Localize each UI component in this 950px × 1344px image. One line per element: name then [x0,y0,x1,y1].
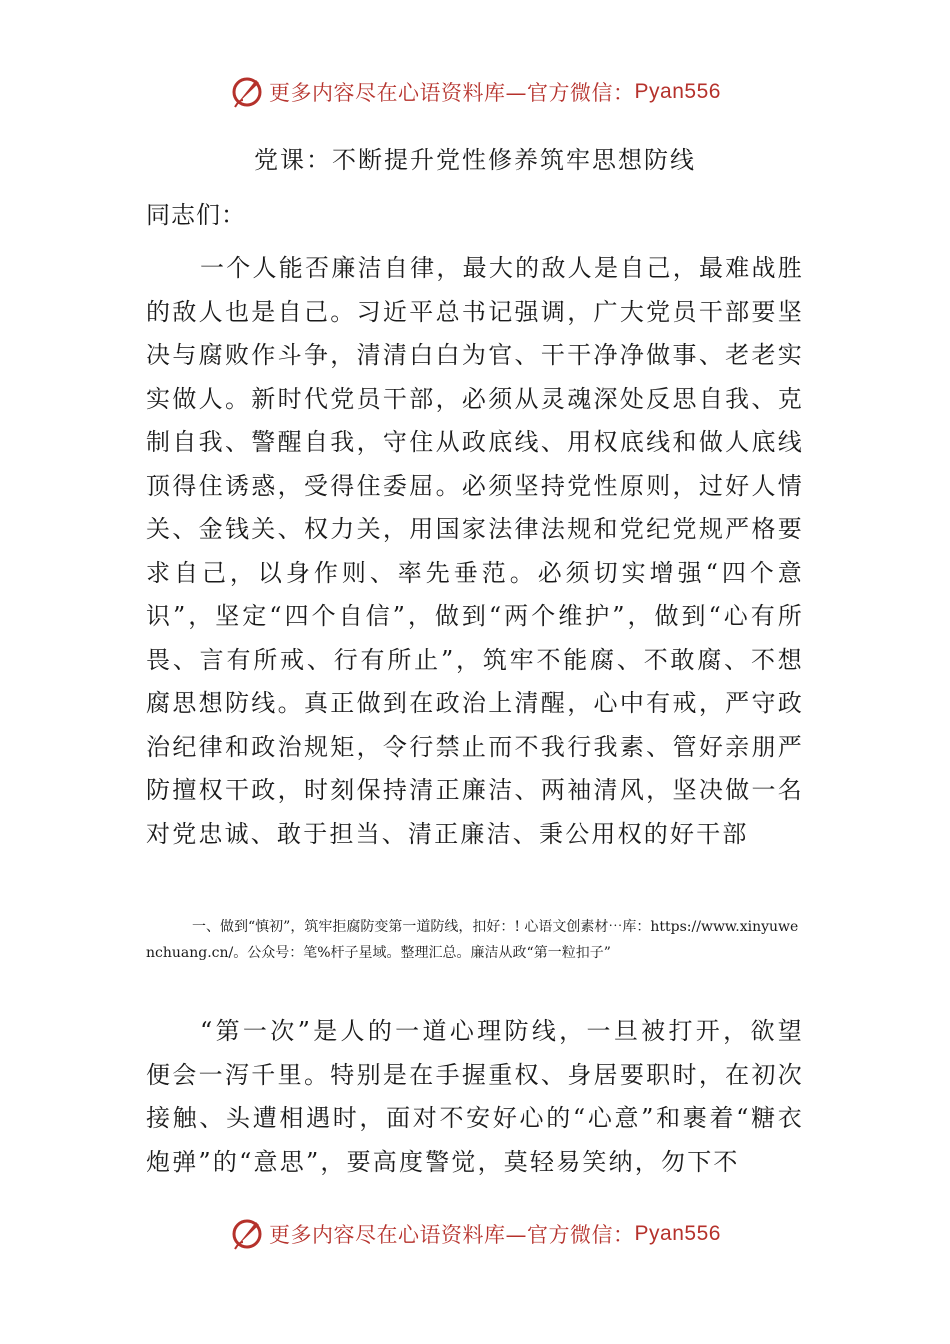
footer-watermark [0,1212,950,1256]
quill-pen-logo-icon [229,74,265,110]
watermark-wechat-id: Pyan556 [634,80,721,103]
body-paragraph-1: 一个人能否廉洁自律，最大的敌人是自己，最难战胜的敌人也是自己。习近平总书记强调，广大党员干部要坚决与腐败作斗争，清清白白为官、干干净净做事、老老实实做人。新时代党员干部，必须从灵魂深处反思自我、克制自我、警醒自我，守住从政底线、用权底线和做人底线顶得住诱惑，受得住委屈。必须坚持党性原则，过好人情关、金钱关、权力关，用国家法律法规和党纪党规严格要求自己，以身作则、率先垂范。必须切实增强“四个意识”，坚定“四个自信”，做到“两个维护”，做到“心有所畏、言有所戒、行有所止”，筑牢不能腐、不敢腐、不想腐思想防线。真正做到在政治上清醒，心中有戒，严守政治纪律和政治规矩，令行禁止而不我行我素、管好亲朋严防擅权干政，时刻保持清正廉洁、两袖清风，坚决做一名对党忠诚、敢于担当、清正廉洁、秉公用权的好干部 [146,254,804,848]
watermark-text: 更多内容尽在心语资料库—官方微信： [269,81,635,105]
body-paragraph-2: “第一次”是人的一道心理防线，一旦被打开，欲望便会一泻千里。特别是在手握重权、身居要职时，在初次接触、头遭相遇时，面对不安好心的“心意”和裹着“糖衣炮弹”的“意思”，要高度警觉，莫轻易笑纳，勿下不 [146,1017,804,1176]
watermark-text: 更多内容尽在心语资料库—官方微信： [269,1223,635,1247]
section-heading: 一、做到“慎初”，筑牢拒腐防变第一道防线，扣好：! 心语文创素材⋯库：https://www.xinyuwenchuang.cn/。公众号：笔%杆子星域。整理汇总。廉洁从政“第一粒扣子” [146,919,799,961]
quill-pen-logo-icon [229,1216,265,1252]
watermark-wechat-id: Pyan556 [634,1222,721,1245]
header-watermark [0,70,950,114]
greeting: 同志们： [146,201,246,229]
document-title: 党课：不断提升党性修养筑牢思想防线 [254,146,696,174]
